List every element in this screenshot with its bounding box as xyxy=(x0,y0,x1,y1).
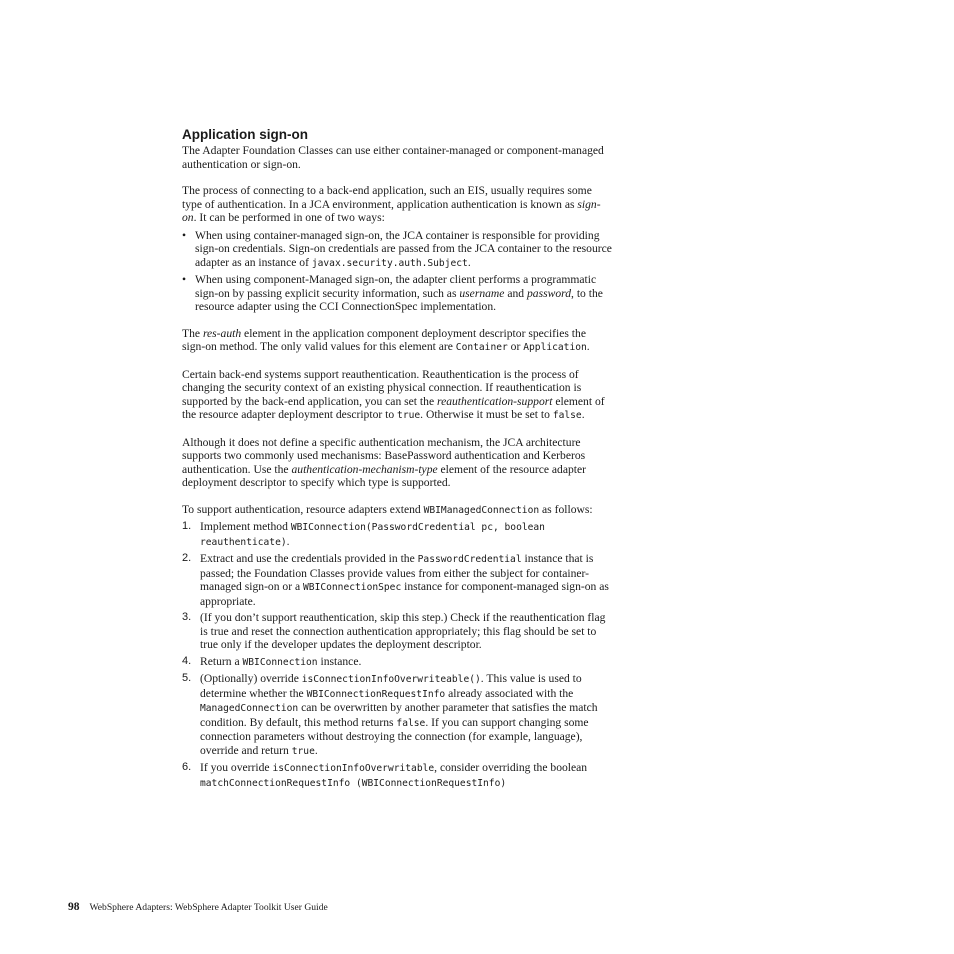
list-item: 3. (If you don’t support reauthentication, skip this step.) Check if the reauthentication flag is true and reset the connection authentication appropriately; this flag should be set to true only if the developer updates the deployment descriptor. xyxy=(182,611,606,651)
list-item: 1. Implement method WBIConnection(PasswordCredential pc, boolean reauthenticate). xyxy=(182,520,545,548)
list-item: 2. Extract and use the credentials provided in the PasswordCredential instance that is passed; the Foundation Classes provide values from either the subject for container-managed sign-on or a WBIConnectionSpec instance for component-managed sign-on as appropriate. xyxy=(182,552,609,608)
section-title: Application sign-on xyxy=(182,127,308,142)
list-item: 6. If you override isConnectionInfoOverwritable, consider overriding the boolean matchConnectionRequestInfo (WBIConnectionRequestInfo) xyxy=(182,761,588,789)
steps-list xyxy=(182,520,612,790)
reauthentication-paragraph: Certain back-end systems support reauthentication. Reauthentication is the process of changing the security context of an existing physical connection. If reauthentication is supported by the back-end application, you can set the reauthentication-support element of the resource adapter deployment descriptor to true. Otherwise it must be set to false. xyxy=(182,367,605,421)
signon-paragraph: The process of connecting to a back-end application, such an EIS, usually requires some type of authentication. In a JCA environment, application authentication is known as sign-on. It can be performed in one of two ways: xyxy=(182,184,601,224)
list-item: 5. (Optionally) override isConnectionInfoOverwriteable(). This value is used to determine whether the WBIConnectionRequestInfo already associated with the ManagedConnection can be overwritten by another parameter that satisfies the match condition. By default, this method returns false. If you can support changing some connection parameters without destroying the connection (for example, language), override and return true. xyxy=(182,672,598,757)
footer-title: WebSphere Adapters: WebSphere Adapter Toolkit User Guide xyxy=(89,902,328,913)
page-footer xyxy=(68,901,328,914)
res-auth-paragraph: The res-auth element in the application component deployment descriptor specifies the sign-on method. The only valid values for this element are Container or Application. xyxy=(182,326,590,353)
support-intro-paragraph: To support authentication, resource adapters extend WBIManagedConnection as follows: xyxy=(182,502,593,516)
list-item: 4. Return a WBIConnection instance. xyxy=(182,654,362,668)
page-number: 98 xyxy=(68,901,80,913)
main-content xyxy=(182,127,612,793)
list-item: • When using container-managed sign-on, the JCA container is responsible for providing sign-on credentials. Sign-on credentials are passed from the JCA container to the resource adapter as an instance of javax.security.auth.Subject. xyxy=(182,228,612,269)
mechanisms-paragraph: Although it does not define a specific authentication mechanism, the JCA architecture supports two commonly used mechanisms: BasePassword authentication and Kerberos authentication. Use the authentication-mechanism-type element of the resource adapter deployment descriptor to specify which type is supported. xyxy=(182,435,587,489)
signon-methods-list xyxy=(182,229,612,314)
list-item: • When using component-Managed sign-on, the adapter client performs a programmatic sign-on by passing explicit security information, such as username and password, to the resource adapter using the CCI ConnectionSpec implementation. xyxy=(182,273,603,313)
intro-paragraph: The Adapter Foundation Classes can use either container-managed or component-managed authentication or sign-on. xyxy=(182,144,604,171)
